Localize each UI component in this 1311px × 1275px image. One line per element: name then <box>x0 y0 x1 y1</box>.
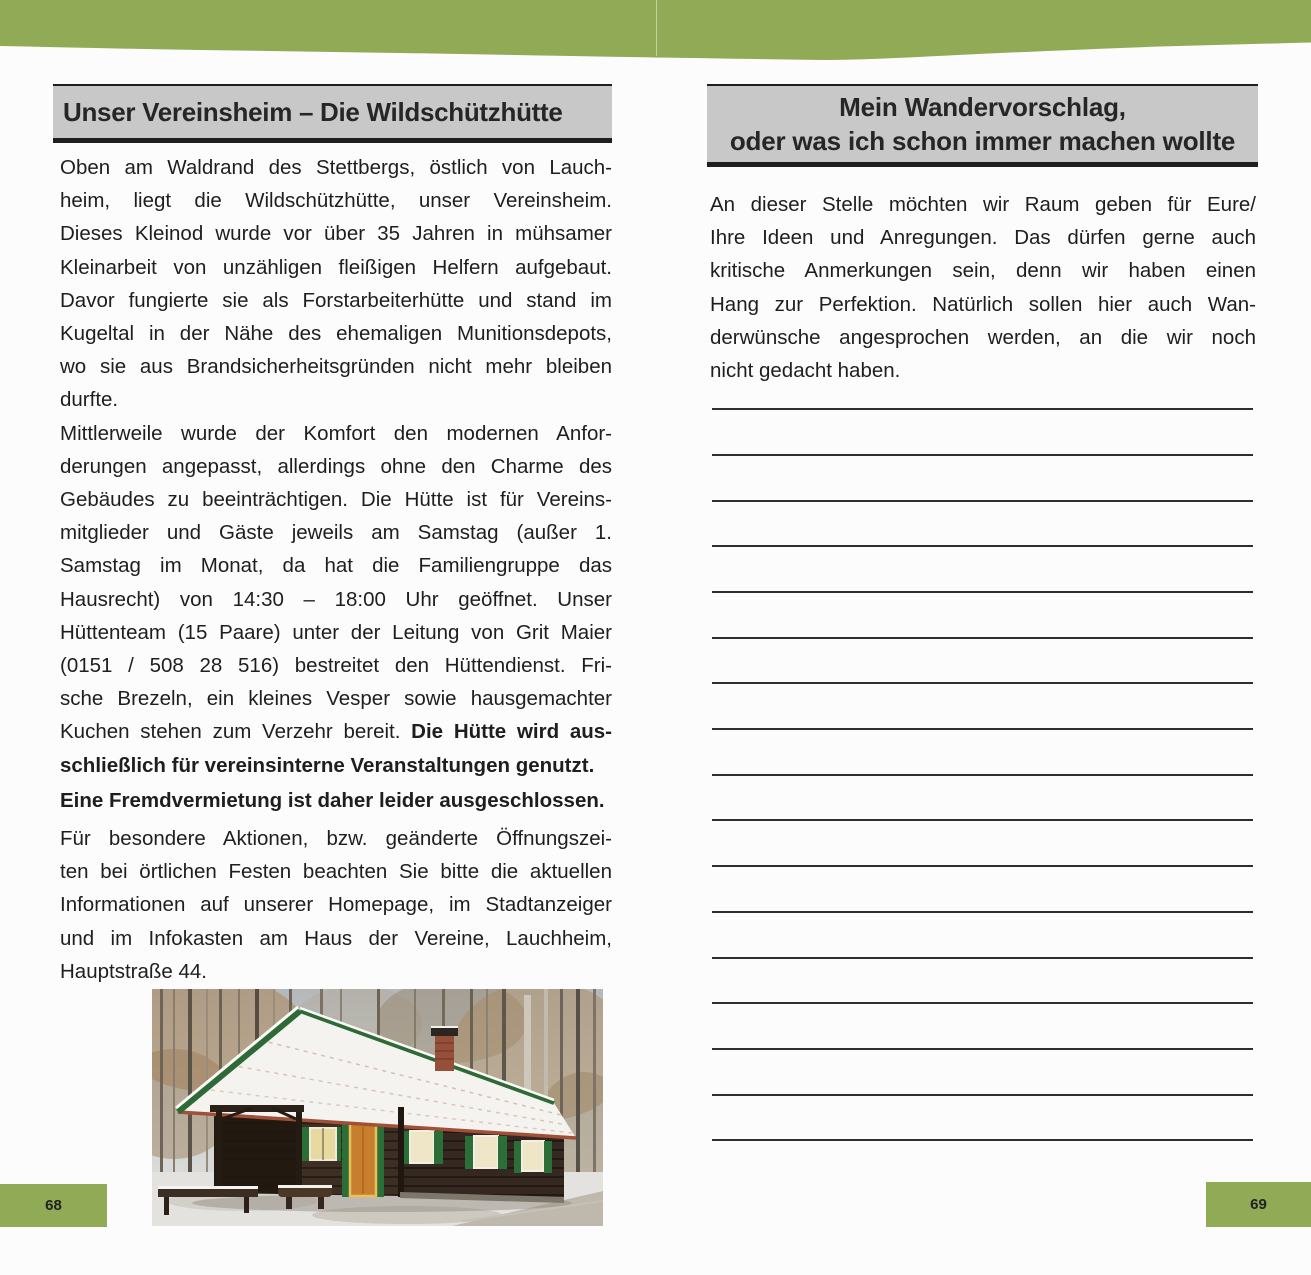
paragraph <box>60 784 612 817</box>
right-page-title-line2: oder was ich schon immer machen wollte <box>729 126 1236 156</box>
text-line: Dieses Kleinod wurde vor über 35 Jahren in mühsamer <box>60 222 612 246</box>
text-line: Gebäudes zu beeinträchtigen. Die Hütte ist für Vereins- <box>60 488 612 512</box>
text-line: Samstag im Monat, da hat die Familiengruppe das <box>60 554 612 578</box>
text-line: Für besondere Aktionen, bzw. geänderte Öffnungszei- <box>60 827 612 851</box>
text-line: Kleinarbeit von unzähligen fleißigen Helfern aufgebaut. <box>60 255 612 279</box>
writing-line <box>712 1004 1253 1050</box>
text-line: Hüttenteam (15 Paare) unter der Leitung von Grit Maier <box>60 620 612 644</box>
writing-line <box>712 867 1253 913</box>
paragraph <box>60 822 612 988</box>
writing-line <box>712 547 1253 593</box>
text-line: Davor fungierte sie als Forstarbeiterhütte und stand im <box>60 288 612 312</box>
text-line: schließlich für vereinsinterne Veranstaltungen genutzt. <box>60 753 595 777</box>
writing-line <box>712 1050 1253 1096</box>
page-number-badge-right <box>1206 1182 1311 1227</box>
left-page-title <box>53 84 612 143</box>
paragraph <box>60 417 612 782</box>
text-line: Eine Fremdvermietung ist daher leider ausgeschlossen. <box>60 788 605 812</box>
text-line: nicht gedacht haben. <box>710 359 901 383</box>
left-body-text <box>60 151 612 988</box>
writing-line <box>712 502 1253 548</box>
left-page-title-text: Unser Vereinsheim – Die Wildschützhütte <box>63 97 563 127</box>
page-number-right: 69 <box>1250 1196 1267 1213</box>
writing-line <box>712 684 1253 730</box>
text-line: Hausrecht) von 14:30 – 18:00 Uhr geöffnet. Unser <box>60 587 612 611</box>
writing-line <box>712 639 1253 685</box>
text-line: mitglieder und Gäste jeweils am Samstag (außer 1. <box>60 521 612 545</box>
right-body-text <box>710 188 1256 387</box>
page-number-left: 68 <box>45 1197 62 1214</box>
writing-line <box>712 593 1253 639</box>
text-line: Informationen auf unserer Homepage, im Stadtanzeiger <box>60 893 612 917</box>
text-line: Hauptstraße 44. <box>60 959 207 983</box>
text-line: derungen angepasst, allerdings ohne den Charme des <box>60 454 612 478</box>
text-line: heim, liegt die Wildschützhütte, unser Vereinsheim. <box>60 189 612 213</box>
writing-line <box>712 1096 1253 1142</box>
writing-line <box>712 456 1253 502</box>
text-line: derwünsche angesprochen werden, an die wir noch <box>710 325 1256 349</box>
right-page-title-line1: Mein Wandervorschlag, <box>839 92 1126 122</box>
text-line: sche Brezeln, ein kleines Vesper sowie hausgemachter <box>60 687 612 711</box>
text-line: Kuchen stehen zum Verzehr bereit. Die Hütte wird aus- <box>60 720 612 744</box>
writing-line <box>712 410 1253 456</box>
top-banner-wave <box>0 0 1311 64</box>
writing-line <box>712 959 1253 1005</box>
text-line: An dieser Stelle möchten wir Raum geben für Eure/ <box>710 193 1256 216</box>
text-line: wo sie aus Brandsicherheitsgründen nicht mehr bleiben <box>60 355 612 379</box>
writing-line <box>712 913 1253 959</box>
text-line: Oben am Waldrand des Stettbergs, östlich von Lauch- <box>60 156 612 179</box>
text-line: Mittlerweile wurde der Komfort den modernen Anfor- <box>60 421 612 445</box>
text-line: Kugeltal in der Nähe des ehemaligen Munitionsdepots, <box>60 322 612 346</box>
text-line: (0151 / 508 28 516) bestreitet den Hüttendienst. Fri- <box>60 654 612 678</box>
writing-line <box>712 365 1253 411</box>
text-line: kritische Anmerkungen sein, denn wir haben einen <box>710 259 1256 283</box>
paragraph <box>710 188 1256 387</box>
text-line: Ihre Ideen und Anregungen. Das dürfen gerne auch <box>710 226 1256 250</box>
clubhouse-photo <box>152 989 603 1226</box>
clubhouse-photo-art <box>152 989 603 1226</box>
page-gutter-line <box>656 0 657 56</box>
text-line: und im Infokasten am Haus der Vereine, Lauchheim, <box>60 926 612 950</box>
writing-line <box>712 730 1253 776</box>
paragraph <box>60 151 612 417</box>
writing-line <box>712 821 1253 867</box>
text-line: durfte. <box>60 388 119 412</box>
text-line: ten bei örtlichen Festen beachten Sie bitte die aktuellen <box>60 860 612 884</box>
right-page-title <box>707 84 1258 167</box>
writing-lines <box>712 365 1253 1142</box>
writing-line <box>712 776 1253 822</box>
page-number-badge-left <box>0 1184 107 1227</box>
text-line: Hang zur Perfektion. Natürlich sollen hier auch Wan- <box>710 292 1256 316</box>
